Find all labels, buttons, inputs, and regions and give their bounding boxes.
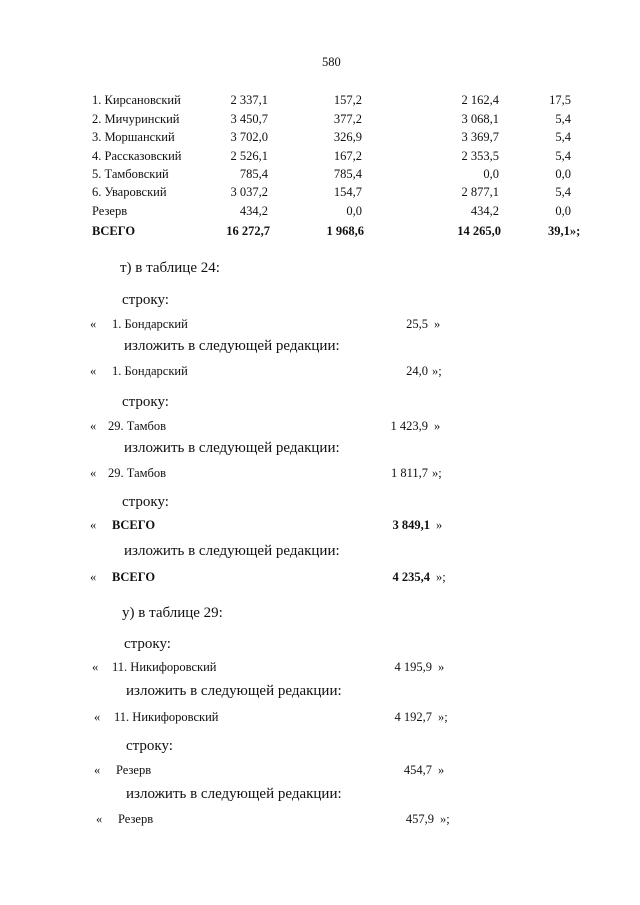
row-name: 3. Моршанский [92,130,175,144]
row-value: 4 192,7 [394,710,432,724]
cell-c3: 2 877,1 [461,185,499,199]
cell-c4: 0,0 [555,167,571,181]
label-new-row: изложить в следующей редакции: [124,543,340,559]
cell-c1: 2 526,1 [230,149,268,163]
open-quote: « [94,763,101,777]
cell-c1: 2 337,1 [230,93,268,107]
row-name: Резерв [118,812,154,826]
cell-c2: 157,2 [333,93,362,107]
label-old-row: строку: [122,292,169,308]
row-value: 457,9 [405,812,434,826]
label-old-row: строку: [122,494,169,510]
row-value: 4 235,4 [392,570,430,584]
label-new-row: изложить в следующей редакции: [126,786,342,802]
row-name: 4. Рассказовский [92,149,182,163]
cell-c3: 0,0 [483,167,499,181]
cell-c4: 5,4 [555,149,571,163]
close-quote: »; [432,364,442,378]
open-quote: « [90,419,97,433]
page-number: 580 [322,55,341,69]
close-quote: » [436,518,443,532]
row-value: 4 195,9 [394,660,432,674]
label-old-row: строку: [122,394,169,410]
close-quote: »; [440,812,450,826]
cell-c1: 3 450,7 [230,112,268,126]
close-quote: » [434,317,441,331]
cell-c2: 154,7 [333,185,362,199]
row-name: 1. Бондарский [112,364,188,378]
row-name: 29. Тамбов [108,419,167,433]
cell-c1: 3 702,0 [230,130,268,144]
row-value: 3 849,1 [392,518,430,532]
label-old-row: строку: [126,738,173,754]
cell-c3: 2 353,5 [461,149,499,163]
cell-c1: 785,4 [239,167,268,181]
row-value: 25,5 [406,317,428,331]
close-quote: »; [432,466,442,480]
section-heading: т) в таблице 24: [120,260,220,276]
row-name: 1. Кирсановский [92,93,181,107]
row-value: 454,7 [403,763,432,777]
close-quote: » [438,763,445,777]
label-new-row: изложить в следующей редакции: [124,440,340,456]
row-name: ВСЕГО [112,570,156,584]
cell-c1: 3 037,2 [230,185,268,199]
label-new-row: изложить в следующей редакции: [126,683,342,699]
cell-c2: 785,4 [333,167,362,181]
label-old-row: строку: [124,636,171,652]
open-quote: « [92,660,99,674]
open-quote: « [96,812,103,826]
open-quote: « [90,570,97,584]
row-name: 11. Никифоровский [114,710,219,724]
label-new-row: изложить в следующей редакции: [124,338,340,354]
row-value: 1 423,9 [390,419,428,433]
total-c2: 1 968,6 [326,224,364,238]
row-name: Резерв [116,763,152,777]
cell-c4: 5,4 [555,185,571,199]
total-c4: 39,1»; [548,224,581,238]
cell-c4: 5,4 [555,130,571,144]
total-c3: 14 265,0 [457,224,501,238]
cell-c2: 0,0 [346,204,362,218]
cell-c4: 17,5 [549,93,571,107]
section-heading: у) в таблице 29: [122,605,223,621]
cell-c2: 167,2 [333,149,362,163]
cell-c1: 434,2 [239,204,268,218]
row-name: ВСЕГО [112,518,156,532]
cell-c3: 2 162,4 [461,93,499,107]
close-quote: » [434,419,441,433]
row-name: 1. Бондарский [112,317,188,331]
close-quote: »; [436,570,446,584]
row-value: 1 811,7 [390,466,428,480]
cell-c3: 434,2 [470,204,499,218]
row-name: 5. Тамбовский [92,167,169,181]
open-quote: « [90,364,97,378]
open-quote: « [94,710,101,724]
row-name: 2. Мичуринский [92,112,180,126]
close-quote: »; [438,710,448,724]
cell-c4: 0,0 [555,204,571,218]
row-name: Резерв [92,204,128,218]
cell-c3: 3 369,7 [461,130,499,144]
total-c1: 16 272,7 [226,224,270,238]
row-name: 11. Никифоровский [112,660,217,674]
cell-c2: 377,2 [333,112,362,126]
open-quote: « [90,466,97,480]
close-quote: » [438,660,445,674]
open-quote: « [90,317,97,331]
row-name: 6. Уваровский [92,185,167,199]
cell-c4: 5,4 [555,112,571,126]
row-name: 29. Тамбов [108,466,167,480]
row-value: 24,0 [406,364,428,378]
total-label: ВСЕГО [92,224,136,238]
cell-c3: 3 068,1 [461,112,499,126]
cell-c2: 326,9 [333,130,362,144]
open-quote: « [90,518,97,532]
